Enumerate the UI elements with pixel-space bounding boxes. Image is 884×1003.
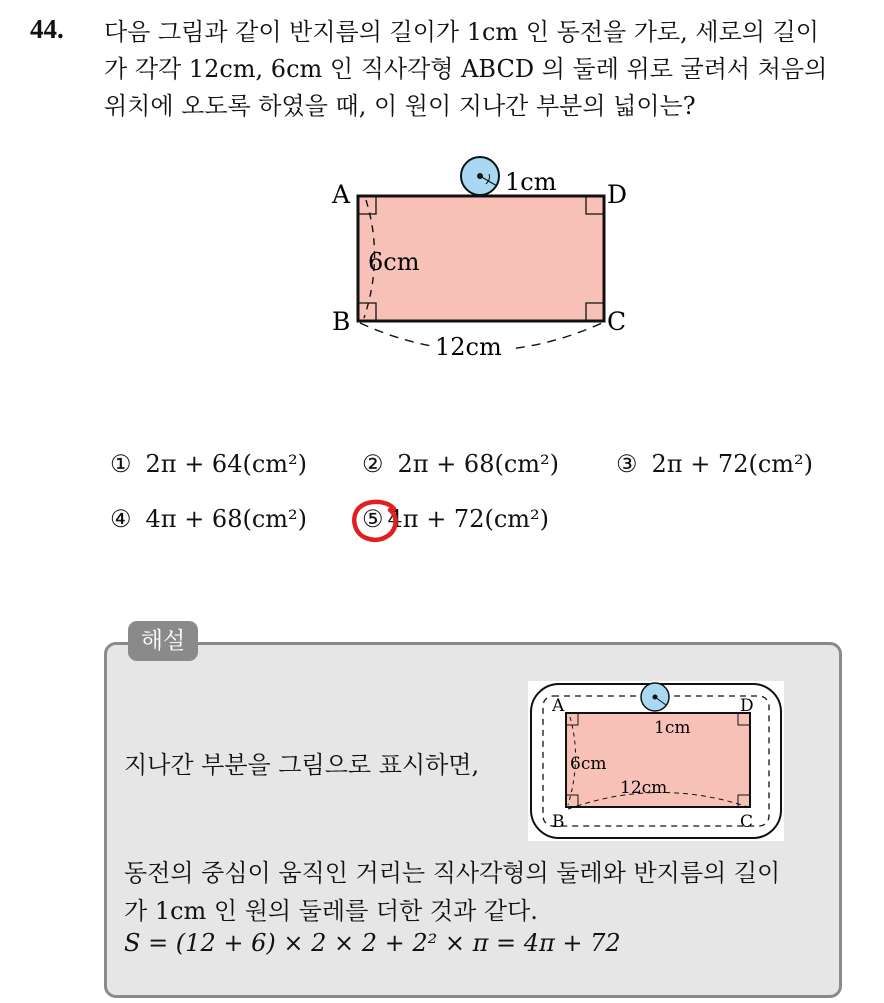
explanation-label-c: C: [740, 812, 754, 832]
choice-1[interactable]: [110, 450, 307, 478]
vertex-label-c: C: [607, 307, 627, 336]
choice-4-text: 4π + 68(cm²): [145, 505, 308, 533]
question-line-2: 가 각각 12cm, 6cm 인 직사각형 ABCD 의 둘레 위로 굴려서 처음의: [104, 55, 828, 83]
width-label: 12cm: [435, 333, 502, 361]
explanation-width-label: 12cm: [620, 778, 668, 798]
choice-2[interactable]: [362, 450, 559, 478]
choice-3-number: ③: [616, 450, 638, 478]
vertex-label-d: D: [607, 180, 628, 209]
answer-mark-icon: [350, 497, 402, 545]
question-number: 44.: [30, 14, 64, 44]
explanation-line-1: 동전의 중심이 움직인 거리는 직사각형의 둘레와 반지름의 길이: [124, 859, 781, 887]
question-line-1: 다음 그림과 같이 반지름의 길이가 1cm 인 동전을 가로, 세로의 길이: [104, 18, 819, 46]
choice-5-text: 4π + 72(cm²): [387, 505, 550, 533]
explanation-intro: 지나간 부분을 그림으로 표시하면,: [124, 751, 480, 779]
choice-3[interactable]: [616, 450, 813, 478]
explanation-label-a: A: [552, 696, 565, 716]
choice-1-text: 2π + 64(cm²): [145, 450, 308, 478]
explanation-label-b: B: [552, 812, 565, 832]
explanation-tag: 해설: [128, 621, 198, 661]
choice-2-text: 2π + 68(cm²): [397, 450, 560, 478]
explanation-line-2: 가 1cm 인 원의 둘레를 더한 것과 같다.: [124, 897, 538, 925]
vertex-label-a: A: [332, 180, 351, 209]
rectangle-figure: [0, 0, 884, 420]
vertex-label-b: B: [332, 307, 351, 336]
radius-label: 1cm: [505, 168, 557, 196]
explanation-figure: [528, 681, 784, 841]
choice-1-number: ①: [110, 450, 132, 478]
choice-4-number: ④: [110, 505, 132, 533]
explanation-formula: S = (12 + 6) × 2 × 2 + 2² × π = 4π + 72: [124, 929, 621, 957]
height-label: 6cm: [368, 248, 420, 276]
question-line-3: 위치에 오도록 하였을 때, 이 원이 지나간 부분의 넓이는?: [104, 92, 696, 120]
choice-5-number: ⑤: [362, 505, 384, 533]
choice-2-number: ②: [362, 450, 384, 478]
explanation-label-d: D: [740, 696, 754, 716]
choice-3-text: 2π + 72(cm²): [651, 450, 814, 478]
explanation-height-label: 6cm: [570, 754, 607, 774]
explanation-radius-label: 1cm: [654, 718, 691, 738]
choice-4[interactable]: [110, 505, 307, 533]
